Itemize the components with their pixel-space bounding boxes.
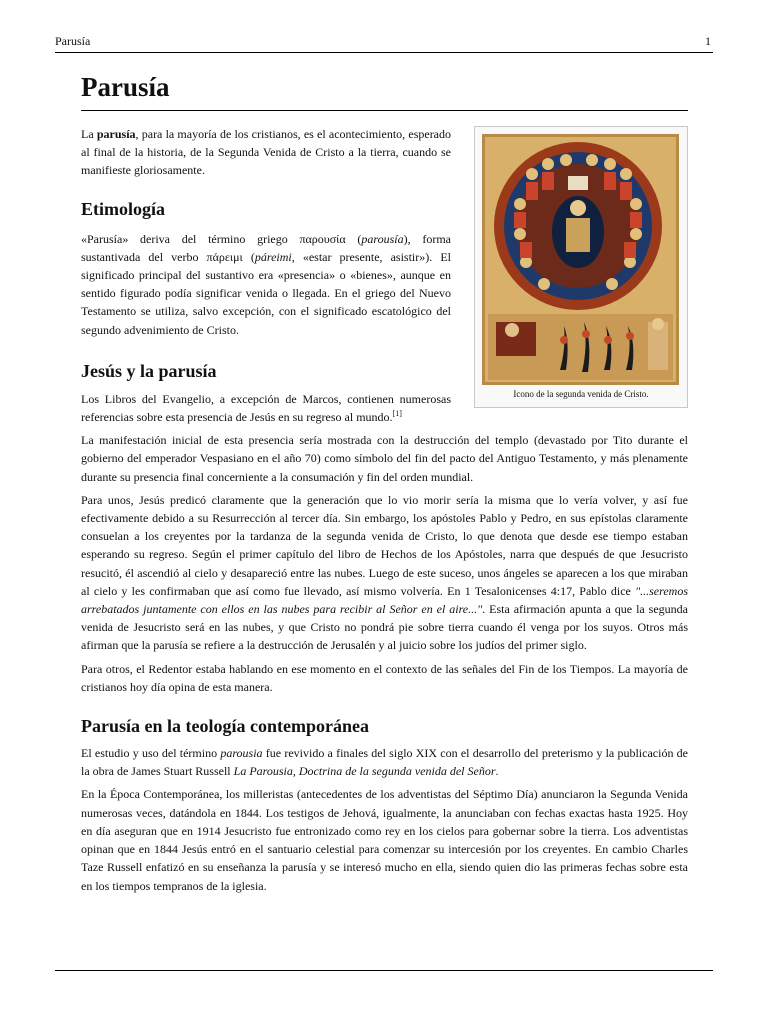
running-head xyxy=(55,34,713,53)
teologia-paragraph-2: En la Época Contemporánea, los milleristas (antecedentes de los adventistas del Séptimo Día) anunciaron la Segunda Venida numerosas veces, datándola en 1844. Los testigos de Jehová, igualmente, la anunciaban con fechas exactas hasta 1925. Hoy en día aseguran que en 1914 Jesucristo fue entronizado como rey en los cielos para gobernar sobre la tierra. Los adventistas opinan que en 1844 Jesús entró en el santuario celestial para comenzar su intercesión por los creyentes. En cambio Charles Taze Russell enfatizó en su enseñanza la parusía y se interesó mucho en ella, siendo quien dio las primeras fechas sobre esta en los tiempos tempranos de la iglesia. xyxy=(81,787,688,893)
article-content xyxy=(81,70,688,900)
section-heading-teologia: Parusía en la teología contemporánea xyxy=(81,716,369,737)
figure xyxy=(474,126,688,408)
footer-rule xyxy=(55,970,713,971)
running-head-title: Parusía xyxy=(55,34,91,48)
teologia-paragraph-1: El estudio y uso del término parousia fue revivido a finales del siglo XIX con el desarrollo del preterismo y la publicación de la obra de James Stuart Russell La Parousia, Doctrina de la segunda venida del Señor. xyxy=(81,746,688,779)
reference-1[interactable]: [1] xyxy=(392,409,402,419)
page-number: 1 xyxy=(705,34,711,48)
etimologia-paragraph: «Parusía» deriva del término griego παρουσία (parousía), forma sustantivada del verbo πάρειμι (páreimi, «estar presente, asistir»). El significado principal del sustantivo era «presencia» o «bienes», aunque en sentido figurado podía significar venida o llegada. En el griego del Nuevo Testamento se utiliza, salvo excepción, con el significado escatológico del segundo advenimiento de Cristo. xyxy=(81,231,451,337)
page-title: Parusía xyxy=(81,70,688,111)
section-heading-jesus: Jesús y la parusía xyxy=(81,360,217,381)
jesus-paragraph-1: Los Libros del Evangelio, a excepción de Marcos, contienen numerosas referencias sobre esta presencia de Jesús en su regreso al mundo.[1] xyxy=(81,391,451,425)
intro-paragraph: La parusía, para la mayoría de los cristianos, es el acontecimiento, esperado al final de la historia, de la Segunda Venida de Cristo a la tierra, cuando se manifieste gloriosamente. xyxy=(81,127,452,178)
jesus-paragraph-2: La manifestación inicial de esta presencia sería mostrada con la destrucción del templo (devastado por Tito durante el gobierno del emperador Vespasiano en el año 70) como símbolo del fin del pacto del Antiguo Testamento, y más plenamente durante su presencia final concerniente a la consumación y fin del orden mundial. xyxy=(81,433,688,484)
jesus-paragraph-4: Para otros, el Redentor estaba hablando en ese momento en el contexto de las señales del Fin de los Tiempos. La mayoría de cristianos hoy día opina de esta manera. xyxy=(81,661,688,694)
figure-caption: Icono de la segunda venida de Cristo. xyxy=(513,389,649,399)
section-heading-etimologia: Etimología xyxy=(81,198,165,219)
jesus-paragraph-3: Para unos, Jesús predicó claramente que la generación que lo vio morir sería la misma que lo vería volver, y así fue efectivamente debido a su Resurrección al tercer día. Sin embargo, los apóstoles Pablo y Pedro, en sus epístolas claramente consuelan a los creyentes por la tardanza de la segunda venida de Cristo, lo que denota que desde ese tiempo estaban esperando su regreso. Según el primer capítulo del libro de Hechos de los Apóstoles, narra que después de que Jesucristo resucitó, él ascendió al cielo y desapareció entre las nubes. Luego de este suceso, unos ángeles se aparecen a los que miraban al cielo y les confirmaban que así como fue llevado, así mismo volvería. En 1 Tesalonicenses 4:17, Pablo dice "...seremos arrebatados juntamente con ellos en las nubes para recibir al Señor en el aire...". Esta afirmación apunta a que la segunda venida de Jesucristo será en las nubes, y que Cristo no pondrá pie sobre tierra cuando él venga por los suyos. Otros más afirman que la parusía se refiere a la destrucción de Jerusalén y al juicio sobre los judíos del primer siglo. xyxy=(81,492,688,653)
icon-image xyxy=(482,134,679,385)
